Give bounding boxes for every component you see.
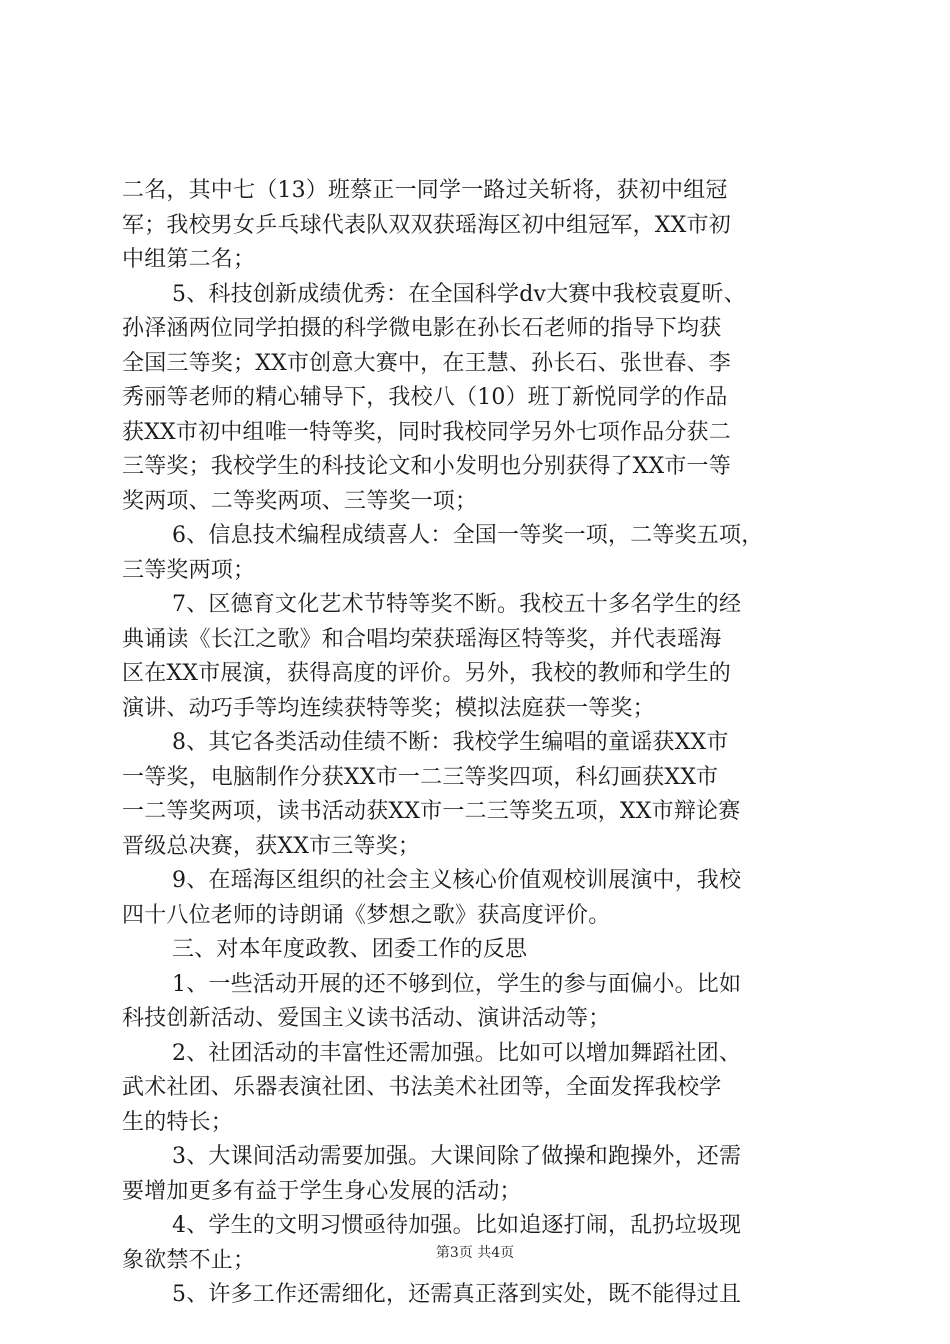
text-line: 7、区德育文化艺术节特等奖不断。我校五十多名学生的经 (172, 592, 742, 617)
text-line: 象欲禁不止； (122, 1247, 256, 1273)
text-line: 孙泽涵两位同学拍摄的科学微电影在孙长石老师的指导下均获 (122, 316, 722, 341)
text-line: 5、科技创新成绩优秀：在全国科学dv大赛中我校袁夏昕、 (172, 281, 746, 307)
text-line: 一二等奖两项，读书活动获XX市一二三等奖五项，XX市辩论赛 (122, 799, 741, 824)
text-line: 区在XX市展演，获得高度的评价。另外，我校的教师和学生的 (122, 661, 731, 686)
text-line: 三等奖；我校学生的科技论文和小发明也分别获得了XX市一等 (122, 454, 731, 479)
text-line: 晋级总决赛，获XX市三等奖； (122, 833, 421, 859)
text-line: 科技创新活动、爱国主义读书活动、演讲活动等； (122, 1006, 611, 1031)
text-line: 武术社团、乐器表演社团、书法美术社团等，全面发挥我校学 (122, 1075, 722, 1100)
text-line: 生的特长； (122, 1109, 234, 1135)
text-line: 二名，其中七（13）班蔡正一同学一路过关斩将，获初中组冠 (122, 178, 728, 203)
text-line: 8、其它各类活动佳绩不断：我校学生编唱的童谣获XX市 (172, 730, 729, 755)
text-line: 5、许多工作还需细化，还需真正落到实处，既不能得过且 (172, 1282, 742, 1307)
text-line: 中组第二名； (122, 247, 256, 272)
text-line: 6、信息技术编程成绩喜人：全国一等奖一项，二等奖五项， (172, 523, 764, 548)
text-line: 4、学生的文明习惯亟待加强。比如追逐打闹，乱扔垃圾现 (172, 1213, 742, 1238)
text-line: 三等奖两项； (122, 557, 256, 583)
text-line: 1、一些活动开展的还不够到位，学生的参与面偏小。比如 (172, 971, 742, 997)
page-footer: 第3页 共4页 (435, 1245, 515, 1261)
text-line: 秀丽等老师的精心辅导下，我校八（10）班丁新悦同学的作品 (122, 385, 728, 410)
text-line: 三、对本年度政教、团委工作的反思 (172, 937, 528, 962)
text-line: 9、在瑶海区组织的社会主义核心价值观校训展演中，我校 (172, 868, 742, 893)
text-line: 全国三等奖；XX市创意大赛中，在王慧、孙长石、张世春、李 (122, 350, 731, 376)
text-line: 四十八位老师的诗朗诵《梦想之歌》获高度评价。 (122, 902, 611, 928)
text-line: 奖两项、二等奖两项、三等奖一项； (122, 488, 478, 514)
text-line: 一等奖，电脑制作分获XX市一二三等奖四项，科幻画获XX市 (122, 764, 719, 790)
text-line: 演讲、动巧手等均连续获特等奖；模拟法庭获一等奖； (122, 695, 655, 721)
text-line: 2、社团活动的丰富性还需加强。比如可以增加舞蹈社团、 (172, 1040, 742, 1066)
document-body (122, 174, 834, 1313)
text-line: 3、大课间活动需要加强。大课间除了做操和跑操外，还需 (172, 1144, 742, 1169)
text-line: 典诵读《长江之歌》和合唱均荣获瑶海区特等奖，并代表瑶海 (122, 626, 722, 652)
text-line: 获XX市初中组唯一特等奖，同时我校同学另外七项作品分获二 (122, 419, 731, 445)
text-line: 军；我校男女乒乓球代表队双双获瑶海区初中组冠军，XX市初 (122, 212, 731, 238)
text-line: 要增加更多有益于学生身心发展的活动； (122, 1178, 522, 1204)
